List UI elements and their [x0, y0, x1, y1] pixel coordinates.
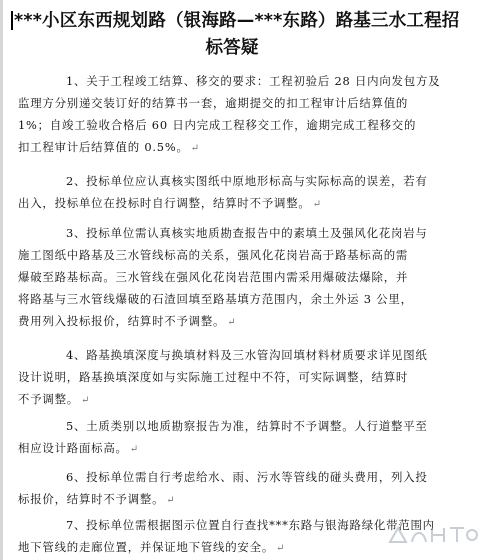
title-line-2 — [14, 35, 474, 62]
paragraph-line: 1、关于工程竣工结算、移交的要求：工程初验后 28 日内向发包方及 — [66, 74, 441, 88]
paragraph-mark-icon: ↵ — [227, 317, 237, 328]
paragraph-line: 扣工程审计后结算值的 0.5%。 — [18, 140, 189, 154]
title-line-2-text: 标答疑 — [205, 38, 259, 58]
paragraph-mark-icon: ↵ — [312, 199, 322, 210]
document-title[interactable] — [14, 8, 474, 62]
paragraph-4[interactable] — [18, 344, 456, 412]
paragraph-line: 5、土质类别以地质勘察报告为准，结算时不予调整。人行道整平至 — [66, 419, 428, 433]
paragraph-line: 出入，投标单位在投标时自行调整，结算时不予调整。 — [18, 196, 311, 210]
paragraph-3[interactable] — [18, 222, 456, 334]
paragraph-mark-icon: ↵ — [276, 543, 286, 554]
paragraph-line: 7、投标单位需根据图示位置自行查找***东路与银海路绿化带范围内 — [66, 518, 435, 532]
paragraph-5[interactable] — [18, 415, 456, 461]
paragraph-line: 监理方分别递交装订好的结算书一套，逾期提交的扣工程审计后结算值的 — [18, 96, 409, 110]
paragraph-line: 不予调整。 — [18, 392, 79, 406]
text-cursor — [11, 11, 13, 30]
watermark-logo-icon — [384, 520, 480, 550]
paragraph-line: 2、投标单位应认真核实图纸中原地形标高与实际标高的误差，若有 — [66, 174, 428, 188]
paragraph-line: 4、路基换填深度与换填材料及三水管沟回填材料材质要求详见图纸 — [66, 348, 428, 362]
paragraph-line: 地下管线的走廊位置，并保证地下管线的安全。 — [18, 540, 275, 554]
paragraph-mark-icon: ↵ — [190, 143, 200, 154]
paragraph-line: 费用列入投标报价，结算时不予调整。 — [18, 314, 226, 328]
paragraph-line: 6、投标单位需自行考虑给水、雨、污水等管线的碰头费用，列入投 — [66, 470, 428, 484]
paragraph-mark-icon: ↵ — [129, 444, 139, 455]
paragraph-line: 施工图纸中路基及三水管线标高的关系，强风化花岗岩高于路基标高的需 — [18, 248, 409, 262]
paragraph-1[interactable] — [18, 70, 456, 160]
paragraph-6[interactable] — [18, 466, 456, 512]
paragraph-line: 爆破至路基标高。三水管线在强风化花岗岩范围内需采用爆破法爆除，并 — [18, 270, 409, 284]
paragraph-line: 标报价，结算时不予调整。 — [18, 492, 165, 506]
paragraph-mark-icon: ↵ — [80, 395, 91, 406]
paragraph-line: 相应设计路面标高。 — [18, 441, 128, 455]
paragraph-line: 设计说明，路基换填深度如与实际施工过程中不符，可实际调整，结算时 — [18, 370, 409, 384]
paragraph-mark-icon: ↵ — [166, 495, 176, 506]
paragraph-line: 1%；自竣工验收合格后 60 日内完成工程移交工作，逾期完成工程移交的 — [18, 118, 417, 132]
paragraph-line: 将路基与三水管线爆破的石渣回填至路基填方范围内，余土外运 3 公里， — [18, 292, 413, 306]
paragraph-line: 3、投标单位需认真核实地质勘查报告中的素填土及强风化花岗岩与 — [66, 226, 428, 240]
title-line-1: ***小区东西规划路（银海路—***东路）路基三水工程招 — [14, 11, 460, 31]
page-left-edge — [0, 0, 3, 560]
paragraph-2[interactable] — [18, 170, 456, 216]
